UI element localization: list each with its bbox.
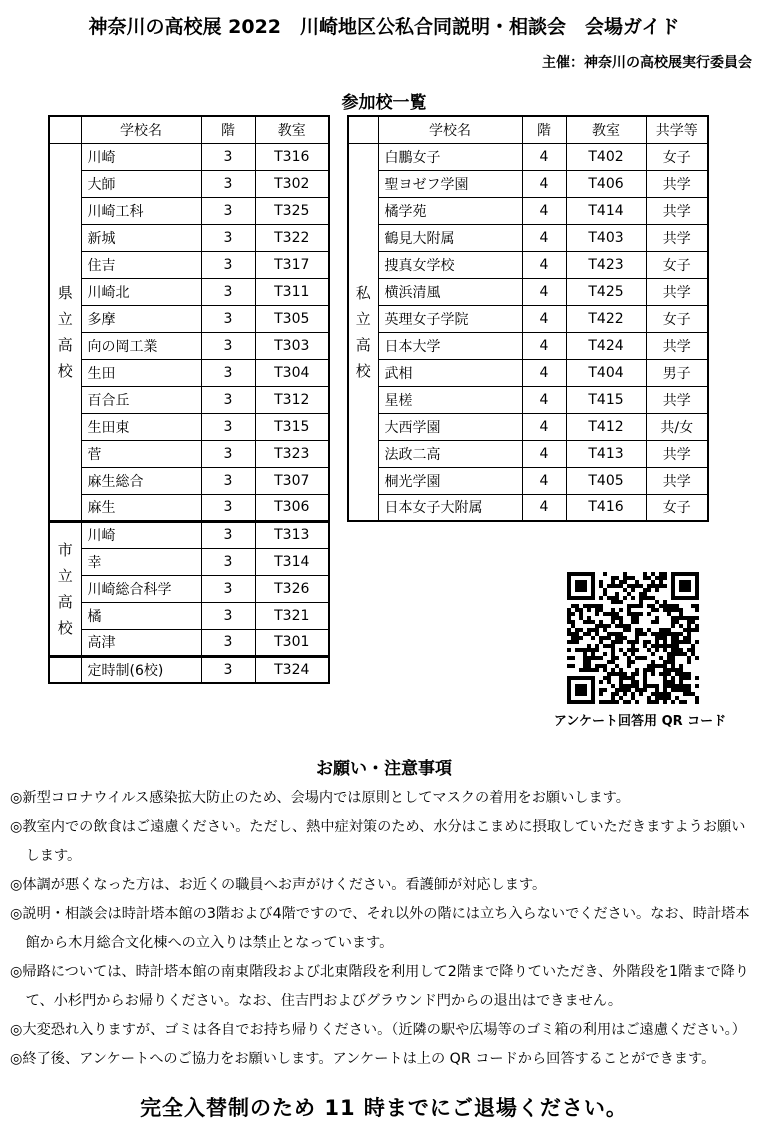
room-cell: T326 [255, 575, 329, 602]
public-schools-table [48, 115, 330, 684]
coed-cell: 男子 [646, 359, 708, 386]
room-cell: T307 [255, 467, 329, 494]
room-cell: T311 [255, 278, 329, 305]
table-row [49, 197, 329, 224]
floor-cell: 4 [522, 332, 566, 359]
floor-cell: 4 [522, 197, 566, 224]
organizer: 主催：神奈川の高校展実行委員会 [542, 55, 752, 71]
room-cell: T414 [566, 197, 646, 224]
room-cell: T424 [566, 332, 646, 359]
column-header-school: 学校名 [81, 116, 201, 143]
table-row [49, 170, 329, 197]
room-cell: T304 [255, 359, 329, 386]
floor-cell: 3 [201, 305, 255, 332]
column-header-room: 教室 [566, 116, 646, 143]
table-row [49, 602, 329, 629]
floor-cell: 4 [522, 386, 566, 413]
floor-cell: 3 [201, 440, 255, 467]
note-item: ◎帰路については、時計塔本館の南東階段および北東階段を利用して2階まで降りていただき、外階段を1階まで降りて、小杉門からお帰りください。なお、住吉門およびグラウンド門からの退出はできません。 [10, 964, 749, 1009]
school-name: 橘学苑 [378, 197, 522, 224]
floor-cell: 4 [522, 305, 566, 332]
floor-cell: 3 [201, 278, 255, 305]
table-row [348, 278, 708, 305]
note-item: ◎説明・相談会は時計塔本館の3階および4階ですので、それ以外の階には立ち入らないでください。なお、時計塔本館から木月総合文化棟への立入りは禁止となっています。 [10, 906, 750, 951]
coed-cell: 共学 [646, 197, 708, 224]
note-item: ◎新型コロナウイルス感染拡大防止のため、会場内では原則としてマスクの着用をお願いします。 [10, 790, 630, 806]
table-row [348, 224, 708, 251]
page-title: 神奈川の高校展 2022 川崎地区公私合同説明・相談会 会場ガイド [88, 16, 680, 38]
table-row [49, 305, 329, 332]
coed-cell: 共学 [646, 224, 708, 251]
floor-cell: 3 [201, 575, 255, 602]
table-row [49, 224, 329, 251]
table-row [49, 521, 329, 548]
floor-cell: 4 [522, 170, 566, 197]
school-group-label [348, 143, 378, 521]
school-name: 川崎総合科学 [81, 575, 201, 602]
participant-list-heading: 参加校一覧 [341, 93, 427, 113]
school-name: 麻生総合 [81, 467, 201, 494]
school-name: 大師 [81, 170, 201, 197]
school-name: 多摩 [81, 305, 201, 332]
room-cell: T312 [255, 386, 329, 413]
coed-cell: 共学 [646, 278, 708, 305]
group-label-text: 市立高校 [57, 540, 73, 637]
note-item: ◎体調が悪くなった方は、お近くの職員へお声がけください。看護師が対応します。 [10, 877, 547, 893]
table-row [49, 359, 329, 386]
coed-cell: 共学 [646, 467, 708, 494]
school-name: 住吉 [81, 251, 201, 278]
school-name: 法政二高 [378, 440, 522, 467]
room-cell: T423 [566, 251, 646, 278]
table-row [49, 548, 329, 575]
room-cell: T422 [566, 305, 646, 332]
floor-cell: 3 [201, 332, 255, 359]
group-label-text: 私立高校 [355, 283, 371, 380]
table-row [49, 251, 329, 278]
coed-cell: 共学 [646, 386, 708, 413]
room-cell: T415 [566, 386, 646, 413]
room-cell: T302 [255, 170, 329, 197]
table-row [49, 629, 329, 656]
column-header-coed: 共学等 [646, 116, 708, 143]
school-name: 向の岡工業 [81, 332, 201, 359]
floor-cell: 3 [201, 170, 255, 197]
column-header-room: 教室 [255, 116, 329, 143]
private-schools-body [348, 143, 708, 521]
school-name: 白鵬女子 [378, 143, 522, 170]
table-row [348, 386, 708, 413]
floor-cell: 3 [201, 521, 255, 548]
table-row [49, 494, 329, 521]
school-name: 菅 [81, 440, 201, 467]
table-row [49, 278, 329, 305]
floor-cell: 4 [522, 251, 566, 278]
note-item: ◎終了後、アンケートへのご協力をお願いします。アンケートは上の QR コードから回答することができます。 [10, 1051, 716, 1067]
floor-cell: 3 [201, 143, 255, 170]
note-item: ◎教室内での飲食はご遠慮ください。ただし、熱中症対策のため、水分はこまめに摂取していただきますようお願いします。 [10, 819, 746, 864]
school-name: 日本大学 [378, 332, 522, 359]
floor-cell: 3 [201, 656, 255, 683]
floor-cell: 3 [201, 359, 255, 386]
coed-cell: 共学 [646, 170, 708, 197]
room-cell: T306 [255, 494, 329, 521]
column-header-school: 学校名 [378, 116, 522, 143]
room-cell: T413 [566, 440, 646, 467]
group-blank-cell [49, 656, 81, 683]
school-name: 高津 [81, 629, 201, 656]
school-name: 聖ヨゼフ学園 [378, 170, 522, 197]
coed-cell: 女子 [646, 251, 708, 278]
school-name: 麻生 [81, 494, 201, 521]
school-name: 大西学園 [378, 413, 522, 440]
school-name: 定時制(6校) [81, 656, 201, 683]
note-item: ◎大変恐れ入りますが、ゴミは各自でお持ち帰りください。（近隣の駅や広場等のゴミ箱の利用はご遠慮ください。） [10, 1022, 746, 1038]
table-row [348, 170, 708, 197]
school-name: 生田 [81, 359, 201, 386]
column-header-floor: 階 [522, 116, 566, 143]
room-cell: T324 [255, 656, 329, 683]
table-row [348, 305, 708, 332]
table-row [348, 197, 708, 224]
floor-cell: 3 [201, 413, 255, 440]
school-name: 川崎北 [81, 278, 201, 305]
floor-cell: 4 [522, 224, 566, 251]
floor-cell: 3 [201, 386, 255, 413]
room-cell: T325 [255, 197, 329, 224]
table-row [348, 251, 708, 278]
floor-cell: 4 [522, 278, 566, 305]
table-row [49, 575, 329, 602]
floor-cell: 3 [201, 494, 255, 521]
column-header-floor: 階 [201, 116, 255, 143]
notes-heading: お願い・注意事項 [316, 759, 452, 779]
table-row [49, 467, 329, 494]
floor-cell: 4 [522, 494, 566, 521]
room-cell: T321 [255, 602, 329, 629]
table-row [348, 332, 708, 359]
school-name: 百合丘 [81, 386, 201, 413]
room-cell: T301 [255, 629, 329, 656]
table-row [49, 656, 329, 683]
room-cell: T404 [566, 359, 646, 386]
school-name: 橘 [81, 602, 201, 629]
table-row [348, 359, 708, 386]
school-name: 生田東 [81, 413, 201, 440]
school-group-label [49, 521, 81, 656]
table-row [49, 440, 329, 467]
room-cell: T316 [255, 143, 329, 170]
table-row [348, 413, 708, 440]
room-cell: T412 [566, 413, 646, 440]
qr-caption: アンケート回答用 QR コード [553, 714, 727, 729]
school-name: 日本女子大附属 [378, 494, 522, 521]
notes-list [10, 784, 758, 1074]
floor-cell: 3 [201, 548, 255, 575]
floor-cell: 4 [522, 467, 566, 494]
room-cell: T416 [566, 494, 646, 521]
survey-qr-code[interactable] [567, 572, 699, 704]
room-cell: T323 [255, 440, 329, 467]
group-header-cell [348, 116, 378, 143]
floor-cell: 3 [201, 602, 255, 629]
room-cell: T403 [566, 224, 646, 251]
room-cell: T405 [566, 467, 646, 494]
school-name: 鶴見大附属 [378, 224, 522, 251]
table-row [49, 413, 329, 440]
floor-cell: 4 [522, 440, 566, 467]
room-cell: T406 [566, 170, 646, 197]
school-name: 新城 [81, 224, 201, 251]
floor-cell: 3 [201, 224, 255, 251]
coed-cell: 女子 [646, 494, 708, 521]
school-name: 川崎 [81, 143, 201, 170]
room-cell: T322 [255, 224, 329, 251]
floor-cell: 3 [201, 251, 255, 278]
school-name: 川崎 [81, 521, 201, 548]
coed-cell: 共学 [646, 440, 708, 467]
school-name: 幸 [81, 548, 201, 575]
school-name: 捜真女学校 [378, 251, 522, 278]
room-cell: T314 [255, 548, 329, 575]
room-cell: T305 [255, 305, 329, 332]
table-row [49, 143, 329, 170]
table-row [348, 467, 708, 494]
floor-cell: 3 [201, 197, 255, 224]
school-name: 英理女子学院 [378, 305, 522, 332]
school-name: 武相 [378, 359, 522, 386]
school-group-label [49, 143, 81, 521]
school-name: 川崎工科 [81, 197, 201, 224]
floor-cell: 4 [522, 143, 566, 170]
coed-cell: 女子 [646, 143, 708, 170]
table-row [49, 386, 329, 413]
floor-cell: 4 [522, 359, 566, 386]
table-row [49, 332, 329, 359]
room-cell: T402 [566, 143, 646, 170]
school-name: 横浜清風 [378, 278, 522, 305]
group-header-cell [49, 116, 81, 143]
table-row [348, 143, 708, 170]
room-cell: T303 [255, 332, 329, 359]
room-cell: T317 [255, 251, 329, 278]
private-schools-table [347, 115, 709, 522]
closing-notice: 完全入替制のため 11 時までにご退場ください。 [140, 1096, 628, 1120]
group-label-text: 県立高校 [57, 283, 73, 380]
table-row [348, 494, 708, 521]
public-schools-body [49, 143, 329, 683]
coed-cell: 女子 [646, 305, 708, 332]
school-name: 桐光学園 [378, 467, 522, 494]
room-cell: T313 [255, 521, 329, 548]
table-row [348, 440, 708, 467]
coed-cell: 共学 [646, 332, 708, 359]
school-name: 星槎 [378, 386, 522, 413]
room-cell: T315 [255, 413, 329, 440]
floor-cell: 3 [201, 467, 255, 494]
floor-cell: 4 [522, 413, 566, 440]
room-cell: T425 [566, 278, 646, 305]
floor-cell: 3 [201, 629, 255, 656]
coed-cell: 共/女 [646, 413, 708, 440]
